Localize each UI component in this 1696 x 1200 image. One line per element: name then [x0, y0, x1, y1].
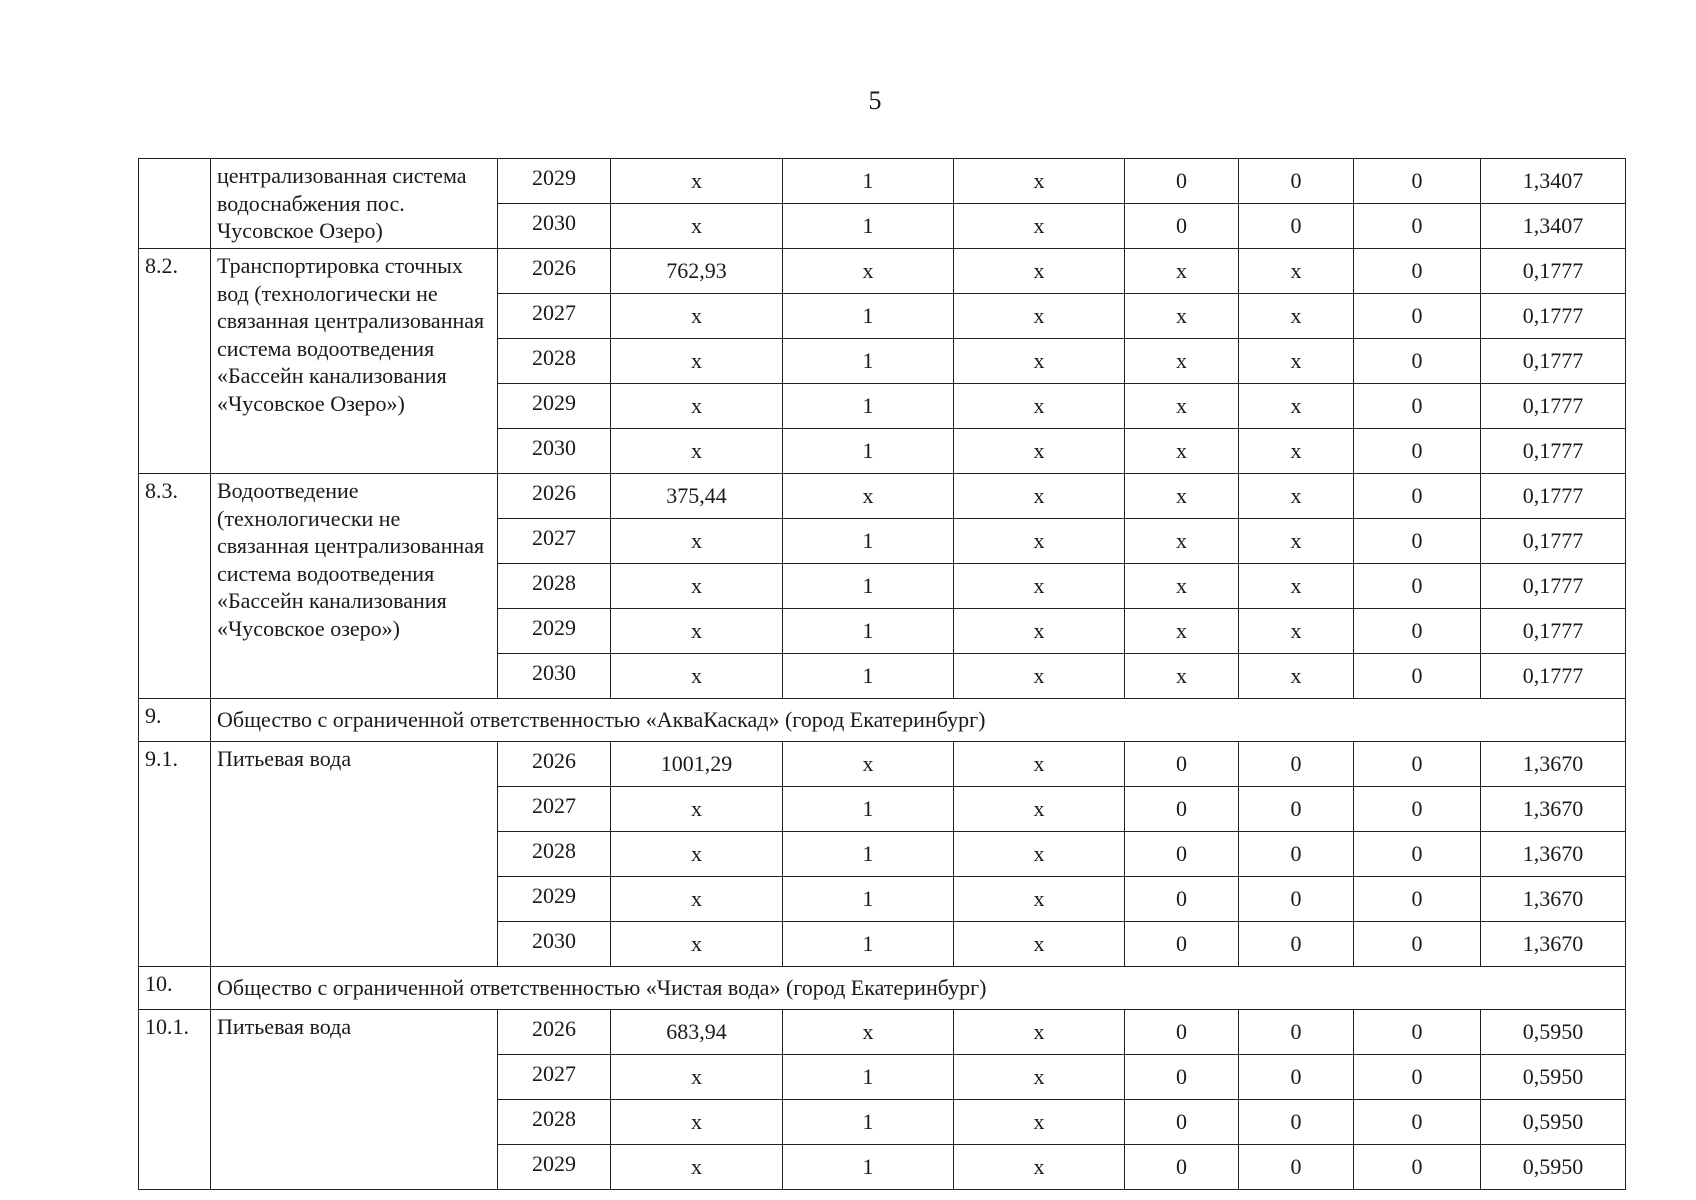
year-cell: 2026	[498, 742, 611, 787]
value-cell: 0	[1239, 1010, 1354, 1055]
year-cell: 2030	[498, 204, 611, 249]
value-cell: x	[611, 294, 783, 339]
value-cell: x	[954, 384, 1125, 429]
value-cell: x	[611, 564, 783, 609]
value-cell: 0	[1354, 339, 1481, 384]
value-cell: 0	[1239, 1145, 1354, 1190]
year-cell: 2029	[498, 159, 611, 204]
value-cell: 0	[1354, 1100, 1481, 1145]
organization-name: Общество с ограниченной ответственностью «Чистая вода» (город Екатеринбург)	[211, 967, 1626, 1010]
value-cell: 1001,29	[611, 742, 783, 787]
value-cell: x	[954, 609, 1125, 654]
tariff-table	[138, 158, 1626, 1190]
year-cell: 2029	[498, 384, 611, 429]
value-cell: 0,5950	[1481, 1010, 1626, 1055]
value-cell: x	[611, 609, 783, 654]
value-cell: x	[1239, 609, 1354, 654]
row-number: 9.	[139, 699, 211, 742]
value-cell: x	[1239, 294, 1354, 339]
value-cell: x	[1239, 249, 1354, 294]
value-cell: 0,1777	[1481, 609, 1626, 654]
year-cell: 2026	[498, 1010, 611, 1055]
row-number: 9.1.	[139, 742, 211, 967]
value-cell: 1,3670	[1481, 742, 1626, 787]
value-cell: x	[954, 832, 1125, 877]
value-cell: 0	[1354, 832, 1481, 877]
value-cell: x	[611, 384, 783, 429]
value-cell: x	[1125, 609, 1239, 654]
value-cell: 0,1777	[1481, 429, 1626, 474]
year-cell: 2027	[498, 787, 611, 832]
value-cell: x	[1125, 429, 1239, 474]
value-cell: 0,1777	[1481, 384, 1626, 429]
value-cell: 1	[783, 1145, 954, 1190]
value-cell: 0	[1354, 249, 1481, 294]
value-cell: 0	[1354, 519, 1481, 564]
year-cell: 2028	[498, 339, 611, 384]
value-cell: x	[954, 294, 1125, 339]
value-cell: 0,1777	[1481, 564, 1626, 609]
value-cell: 0	[1125, 1055, 1239, 1100]
value-cell: x	[783, 1010, 954, 1055]
table-row	[139, 474, 1626, 519]
organization-row	[139, 699, 1626, 742]
value-cell: 0	[1125, 1010, 1239, 1055]
value-cell: x	[954, 339, 1125, 384]
table-row	[139, 159, 1626, 204]
value-cell: 1	[783, 339, 954, 384]
value-cell: 0	[1354, 1010, 1481, 1055]
value-cell: x	[1125, 519, 1239, 564]
value-cell: x	[1239, 429, 1354, 474]
value-cell: 0	[1354, 742, 1481, 787]
value-cell: x	[1239, 384, 1354, 429]
value-cell: 0	[1239, 787, 1354, 832]
value-cell: 1	[783, 564, 954, 609]
value-cell: 1	[783, 1055, 954, 1100]
service-name: Транспортировка сточных вод (технологически не связанная централизованная система водоотведения «Бассейн канализования «Чусовское Озеро»)	[211, 249, 498, 474]
value-cell: 0	[1239, 159, 1354, 204]
year-cell: 2027	[498, 519, 611, 564]
service-name: Питьевая вода	[211, 1010, 498, 1190]
value-cell: 0	[1354, 384, 1481, 429]
table-row	[139, 249, 1626, 294]
value-cell: 0	[1354, 474, 1481, 519]
table-row	[139, 742, 1626, 787]
value-cell: 1	[783, 1100, 954, 1145]
value-cell: 0,5950	[1481, 1100, 1626, 1145]
value-cell: x	[954, 787, 1125, 832]
value-cell: 0	[1125, 832, 1239, 877]
value-cell: x	[611, 519, 783, 564]
value-cell: x	[1125, 474, 1239, 519]
value-cell: x	[1125, 384, 1239, 429]
value-cell: x	[611, 877, 783, 922]
value-cell: x	[783, 742, 954, 787]
value-cell: x	[611, 204, 783, 249]
value-cell: x	[954, 519, 1125, 564]
value-cell: 1	[783, 429, 954, 474]
value-cell: x	[1239, 564, 1354, 609]
value-cell: 1	[783, 204, 954, 249]
value-cell: 1	[783, 609, 954, 654]
value-cell: x	[954, 159, 1125, 204]
value-cell: 0	[1354, 204, 1481, 249]
value-cell: 1	[783, 159, 954, 204]
service-name: централизованная система водоснабжения пос. Чусовское Озеро)	[211, 159, 498, 249]
row-number: 10.	[139, 967, 211, 1010]
value-cell: 1	[783, 384, 954, 429]
year-cell: 2030	[498, 922, 611, 967]
value-cell: 0,1777	[1481, 654, 1626, 699]
year-cell: 2029	[498, 877, 611, 922]
year-cell: 2029	[498, 609, 611, 654]
value-cell: 1,3670	[1481, 787, 1626, 832]
value-cell: x	[611, 832, 783, 877]
year-cell: 2030	[498, 654, 611, 699]
value-cell: 0	[1125, 159, 1239, 204]
value-cell: x	[1125, 294, 1239, 339]
row-number	[139, 159, 211, 249]
value-cell: x	[611, 159, 783, 204]
value-cell: 0	[1354, 1055, 1481, 1100]
value-cell: 1	[783, 922, 954, 967]
value-cell: x	[783, 249, 954, 294]
value-cell: 1	[783, 832, 954, 877]
row-number: 8.3.	[139, 474, 211, 699]
value-cell: x	[783, 474, 954, 519]
value-cell: x	[954, 654, 1125, 699]
year-cell: 2029	[498, 1145, 611, 1190]
year-cell: 2028	[498, 1100, 611, 1145]
page-number: 5	[868, 86, 882, 115]
year-cell: 2028	[498, 832, 611, 877]
value-cell: 0	[1354, 609, 1481, 654]
value-cell: x	[1125, 654, 1239, 699]
value-cell: x	[611, 339, 783, 384]
value-cell: 1,3407	[1481, 159, 1626, 204]
value-cell: x	[611, 1145, 783, 1190]
value-cell: x	[954, 249, 1125, 294]
value-cell: x	[611, 429, 783, 474]
value-cell: 1	[783, 787, 954, 832]
value-cell: 0	[1354, 159, 1481, 204]
year-cell: 2028	[498, 564, 611, 609]
value-cell: x	[954, 564, 1125, 609]
value-cell: 0	[1239, 832, 1354, 877]
value-cell: 0	[1354, 294, 1481, 339]
value-cell: 0	[1125, 922, 1239, 967]
value-cell: 0	[1354, 922, 1481, 967]
value-cell: 0,1777	[1481, 339, 1626, 384]
year-cell: 2026	[498, 474, 611, 519]
value-cell: x	[954, 1145, 1125, 1190]
value-cell: 0	[1125, 1100, 1239, 1145]
value-cell: x	[954, 204, 1125, 249]
organization-row	[139, 967, 1626, 1010]
value-cell: 0	[1125, 742, 1239, 787]
value-cell: x	[611, 787, 783, 832]
value-cell: 1,3670	[1481, 832, 1626, 877]
value-cell: 1,3670	[1481, 877, 1626, 922]
value-cell: 0	[1125, 1145, 1239, 1190]
value-cell: 0	[1239, 742, 1354, 787]
value-cell: x	[1125, 249, 1239, 294]
value-cell: x	[954, 1055, 1125, 1100]
value-cell: 1	[783, 294, 954, 339]
value-cell: x	[611, 922, 783, 967]
value-cell: x	[611, 1100, 783, 1145]
value-cell: 0	[1354, 1145, 1481, 1190]
value-cell: 0,1777	[1481, 519, 1626, 564]
year-cell: 2030	[498, 429, 611, 474]
value-cell: x	[1239, 654, 1354, 699]
value-cell: 1	[783, 654, 954, 699]
value-cell: x	[954, 922, 1125, 967]
value-cell: 0	[1125, 877, 1239, 922]
value-cell: x	[954, 429, 1125, 474]
value-cell: x	[954, 1100, 1125, 1145]
year-cell: 2027	[498, 294, 611, 339]
value-cell: 0	[1239, 1055, 1354, 1100]
value-cell: 0	[1239, 1100, 1354, 1145]
year-cell: 2026	[498, 249, 611, 294]
row-number: 10.1.	[139, 1010, 211, 1190]
value-cell: x	[954, 474, 1125, 519]
value-cell: 683,94	[611, 1010, 783, 1055]
service-name: Питьевая вода	[211, 742, 498, 967]
value-cell: 375,44	[611, 474, 783, 519]
value-cell: x	[954, 742, 1125, 787]
value-cell: 0	[1239, 922, 1354, 967]
row-number: 8.2.	[139, 249, 211, 474]
organization-name: Общество с ограниченной ответственностью «АкваКаскад» (город Екатеринбург)	[211, 699, 1626, 742]
value-cell: 0	[1354, 877, 1481, 922]
value-cell: 762,93	[611, 249, 783, 294]
value-cell: x	[1239, 519, 1354, 564]
value-cell: 1	[783, 877, 954, 922]
service-name: Водоотведение (технологически не связанная централизованная система водоотведения «Бассейн канализования «Чусовское озеро»)	[211, 474, 498, 699]
value-cell: 0	[1125, 204, 1239, 249]
value-cell: x	[954, 877, 1125, 922]
value-cell: 0,1777	[1481, 249, 1626, 294]
value-cell: x	[1125, 564, 1239, 609]
year-cell: 2027	[498, 1055, 611, 1100]
value-cell: x	[1239, 474, 1354, 519]
value-cell: 0,1777	[1481, 474, 1626, 519]
value-cell: 0,1777	[1481, 294, 1626, 339]
value-cell: x	[611, 1055, 783, 1100]
value-cell: 0	[1354, 787, 1481, 832]
value-cell: 0,5950	[1481, 1055, 1626, 1100]
value-cell: 0	[1125, 787, 1239, 832]
value-cell: 1,3670	[1481, 922, 1626, 967]
value-cell: 1	[783, 519, 954, 564]
value-cell: 0	[1239, 877, 1354, 922]
value-cell: 0	[1354, 429, 1481, 474]
value-cell: x	[1125, 339, 1239, 384]
value-cell: 1,3407	[1481, 204, 1626, 249]
value-cell: 0	[1354, 654, 1481, 699]
value-cell: 0,5950	[1481, 1145, 1626, 1190]
table-body	[139, 159, 1626, 1190]
table-row	[139, 1010, 1626, 1055]
value-cell: x	[1239, 339, 1354, 384]
value-cell: 0	[1239, 204, 1354, 249]
value-cell: x	[611, 654, 783, 699]
value-cell: x	[954, 1010, 1125, 1055]
value-cell: 0	[1354, 564, 1481, 609]
